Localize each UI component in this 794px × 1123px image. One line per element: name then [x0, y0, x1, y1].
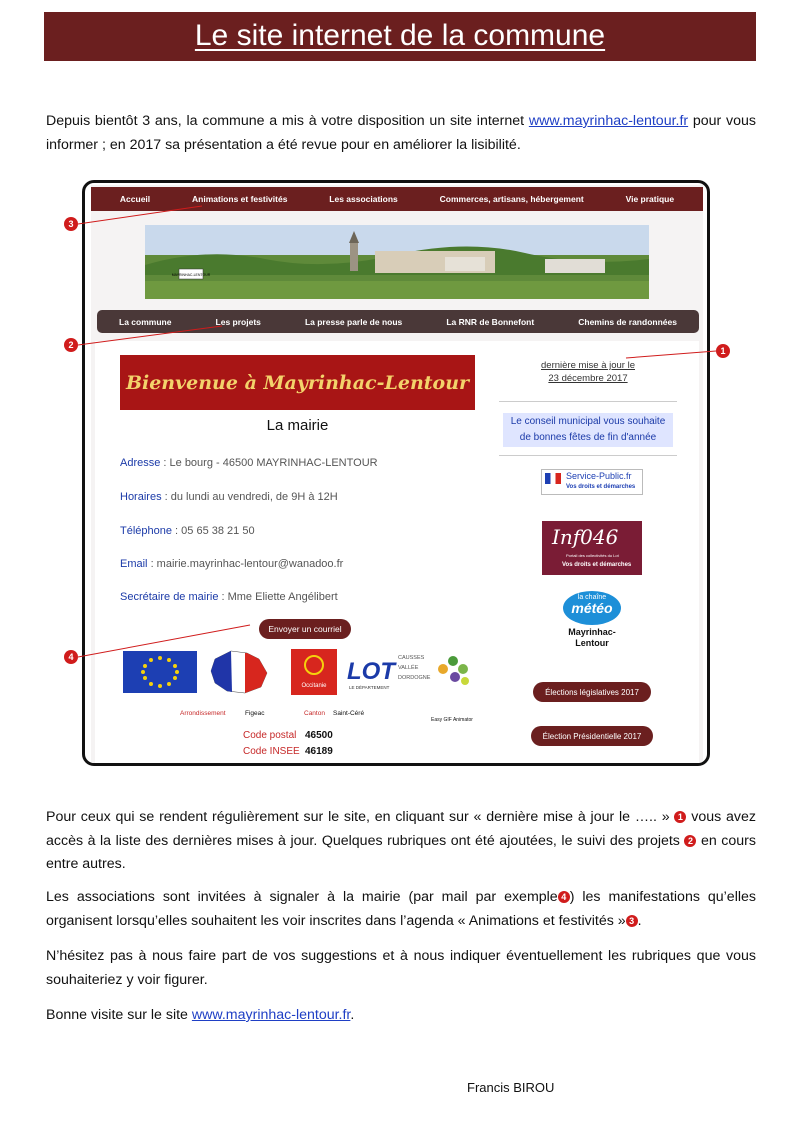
info-email: Email : mairie.mayrinhac-lentour@wanadoo.fr — [120, 558, 344, 570]
subnav-item-commune[interactable]: La commune — [119, 316, 172, 327]
marker-3-icon: 3 — [64, 217, 78, 231]
intro-text: Depuis bientôt 3 ans, la commune a mis à votre disposition un site internet — [46, 113, 529, 129]
meteo-logo[interactable]: la chaîne météo Mayrinhac- Lentour — [555, 591, 629, 655]
paragraph-suggestions: N’hésitez pas à nous faire part de vos suggestions et à nous indiquer éventuellement les rubriques que vous souhaiteriez y voir figurer. — [46, 948, 756, 988]
marker-1-icon: 1 — [716, 344, 730, 358]
nav-item-vie-pratique[interactable]: Vie pratique — [625, 194, 675, 204]
marker-4-icon: 4 — [64, 650, 78, 664]
caption-arrondissement: Arrondissement — [180, 710, 226, 717]
signature: Francis BIROU — [467, 1080, 555, 1095]
caption-figeac: Figeac — [245, 710, 265, 717]
caption-canton: Canton — [304, 710, 325, 717]
marker-2-icon: 2 — [684, 835, 696, 847]
info-phone: Téléphone : 05 65 38 21 50 — [120, 525, 255, 537]
subnav-item-projets[interactable]: Les projets — [215, 316, 261, 327]
subnav-item-chemins[interactable]: Chemins de randonnées — [578, 316, 677, 327]
paragraph-associations: Les associations sont invitées à signaler à la mairie (par mail par exemple 4 ) les manifestations qu’elles organisent lorsqu’elles souhaitent les voir inscrites dans l’agenda « Animations et festivités » 3 . — [46, 889, 756, 929]
subnav-item-rnr[interactable]: La RNR de Bonnefont — [446, 316, 535, 327]
caption-saint-cere: Saint-Céré — [333, 710, 365, 717]
paragraph-closing: Bonne visite sur le site www.mayrinhac-lentour.fr. — [46, 1007, 355, 1023]
marker-3-icon: 3 — [626, 915, 638, 927]
svg-text:Occitanie: Occitanie — [301, 683, 327, 689]
subnav-item-presse[interactable]: La presse parle de nous — [304, 316, 403, 327]
presidentielle-button[interactable]: Élection Présidentielle 2017 — [531, 726, 653, 746]
svg-text:DORDOGNE: DORDOGNE — [398, 675, 431, 681]
paragraph-updates: Pour ceux qui se rendent régulièrement sur le site, en cliquant sur « dernière mise à jour le ….. » 1 vous avez accès à la liste des dernières mises à jour. Quelques rubriques ont été ajoutées, le suivi des projets 2 en cours entre autres. — [46, 809, 756, 872]
insee-code: Code INSEE 46189 — [243, 746, 333, 757]
site-link-closing[interactable]: www.mayrinhac-lentour.fr — [191, 1007, 351, 1023]
mairie-heading: La mairie — [266, 417, 329, 434]
holiday-message: Le conseil municipal vous souhaite de bonnes fêtes de fin d'année — [503, 413, 673, 447]
page-title: Le site internet de la commune — [194, 19, 606, 52]
info-address: Adresse : Le bourg - 46500 MAYRINHAC-LENTOUR — [120, 457, 378, 469]
nav-item-animations[interactable]: Animations et festivités — [192, 194, 288, 204]
nav-item-commerces[interactable]: Commerces, artisans, hébergement — [439, 194, 584, 204]
inf046-logo[interactable]: Inf046 Portail des collectivités du Lot Vos droits et démarches — [542, 521, 642, 575]
marker-1-icon: 1 — [674, 811, 686, 823]
send-email-button[interactable]: Envoyer un courriel — [259, 619, 351, 639]
legislatives-button[interactable]: Élections législatives 2017 — [533, 682, 651, 702]
nav-item-associations[interactable]: Les associations — [329, 194, 398, 204]
svg-text:LE DÉPARTEMENT: LE DÉPARTEMENT — [349, 685, 390, 690]
caption-credit: Easy GIF Animator — [431, 717, 473, 723]
marker-4-icon: 4 — [558, 891, 570, 903]
marker-2-icon: 2 — [64, 338, 78, 352]
info-secretary: Secrétaire de mairie : Mme Eliette Angélibert — [120, 591, 338, 603]
nav-item-accueil[interactable]: Accueil — [119, 194, 151, 204]
last-update-link[interactable]: dernière mise à jour le 23 décembre 2017 — [541, 360, 635, 384]
postal-code: Code postal 46500 — [243, 730, 333, 741]
svg-text:CAUSSES: CAUSSES — [398, 655, 425, 661]
svg-text:VALLÉE: VALLÉE — [398, 665, 419, 671]
intro-text-end: pour vous informer ; en 2017 sa présentation a été revue pour en améliorer la lisibilité. — [46, 113, 756, 153]
site-link[interactable]: www.mayrinhac-lentour.fr — [528, 113, 689, 129]
service-public-logo[interactable]: Service-Public.fr Vos droits et démarches — [541, 469, 643, 495]
banner-sign: MAYRINHAC-LENTOUR — [171, 273, 211, 277]
welcome-banner: Bienvenue à Mayrinhac-Lentour — [120, 355, 475, 410]
svg-text:LOT: LOT — [347, 658, 395, 685]
info-hours: Horaires : du lundi au vendredi, de 9H à 12H — [120, 491, 338, 503]
